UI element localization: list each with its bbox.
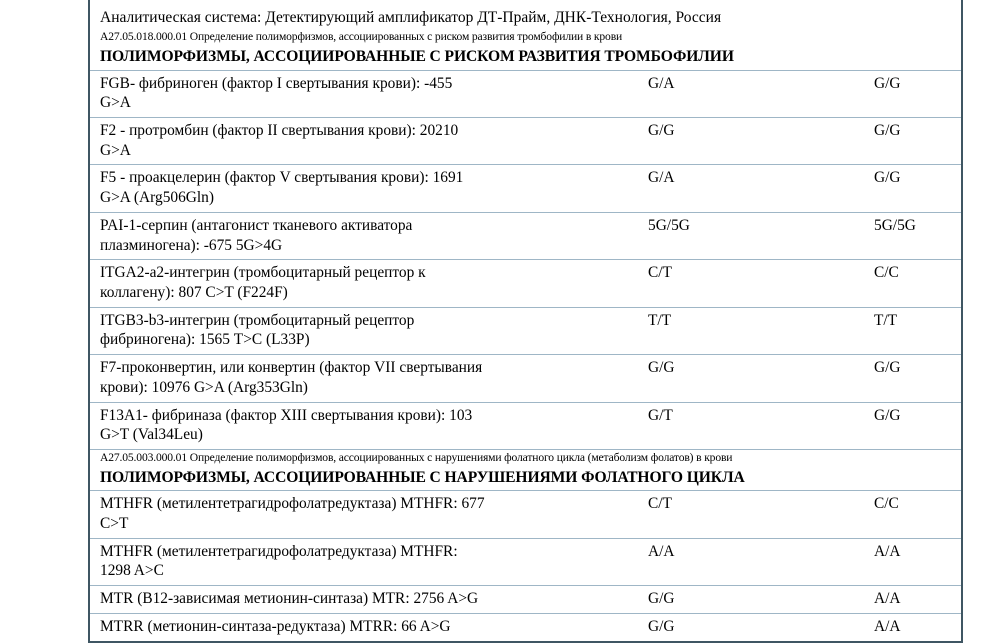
table-row <box>90 402 961 449</box>
section-title-folate: ПОЛИМОРФИЗМЫ, АССОЦИИРОВАННЫЕ С НАРУШЕНИЯМИ ФОЛАТНОГО ЦИКЛА <box>100 468 745 486</box>
marker-reference: A/A <box>830 613 961 640</box>
marker-name-line2: G>A <box>100 141 131 159</box>
genetic-results-table <box>88 0 963 643</box>
marker-reference: C/C <box>830 491 961 538</box>
table-row <box>90 165 961 212</box>
marker-name-line2: G>A <box>100 94 131 112</box>
marker-name <box>90 70 580 117</box>
marker-name-line1: F5 - проакцелерин (фактор V свертывания крови): 1691 <box>100 169 464 187</box>
marker-result: G/G <box>580 613 830 640</box>
section-code-thrombophilia: А27.05.018.000.01 Определение полиморфизмов, ассоциированных с риском развития тромбофилии в крови <box>100 30 623 44</box>
marker-name-line2: плазминогена): -675 5G>4G <box>100 236 283 254</box>
marker-name: MTRR (метионин-синтаза-редуктаза) MTRR: 66 A>G <box>90 613 580 640</box>
table-row <box>90 70 961 117</box>
marker-result: G/G <box>580 118 830 165</box>
marker-result: G/T <box>580 402 830 449</box>
section-code-folate: А27.05.003.000.01 Определение полиморфизмов, ассоциированных с нарушениями фолатного цикла (метаболизм фолатов) в крови <box>90 450 961 468</box>
marker-name-line2: фибриногена): 1565 T>C (L33P) <box>100 331 310 349</box>
results-table-body <box>90 0 961 641</box>
marker-name <box>90 260 580 307</box>
marker-name <box>90 212 580 259</box>
marker-name-line1: MTHFR (метилентетрагидрофолатредуктаза) MTHFR: <box>100 542 458 560</box>
marker-name <box>90 307 580 354</box>
table-row <box>90 613 961 640</box>
marker-reference: A/A <box>830 586 961 614</box>
marker-reference: G/G <box>830 70 961 117</box>
marker-result: G/G <box>580 355 830 402</box>
table-row <box>90 260 961 307</box>
marker-name: MTR (B12-зависимая метионин-синтаза) MTR: 2756 A>G <box>90 586 580 614</box>
marker-reference: T/T <box>830 307 961 354</box>
marker-reference: G/G <box>830 355 961 402</box>
marker-name-line1: F13A1- фибриназа (фактор XIII свертывания крови): 103 <box>100 406 473 424</box>
marker-name-line1: F7-проконвертин, или конвертин (фактор VII свертывания <box>100 359 483 377</box>
marker-result: G/G <box>580 586 830 614</box>
marker-result: G/A <box>580 165 830 212</box>
marker-reference: G/G <box>830 165 961 212</box>
marker-name <box>90 538 580 585</box>
marker-name-line1: F2 - протромбин (фактор II свертывания крови): 20210 <box>100 122 459 139</box>
section-title-row-folate <box>90 468 961 491</box>
marker-name-line1: MTHFR (метилентетрагидрофолатредуктаза) MTHFR: 677 <box>100 495 485 513</box>
marker-reference: G/G <box>830 118 961 165</box>
table-row <box>90 355 961 402</box>
marker-name-line1: ITGB3-b3-интегрин (тромбоцитарный рецептор <box>100 311 415 329</box>
marker-name <box>90 118 580 165</box>
marker-name-line2: G>A (Arg506Gln) <box>100 189 214 207</box>
marker-result: C/T <box>580 491 830 538</box>
marker-result: G/A <box>580 70 830 117</box>
marker-name-line1: FGB- фибриноген (фактор I свертывания крови): -455 <box>100 74 453 92</box>
marker-result: 5G/5G <box>580 212 830 259</box>
analytic-system-text: Аналитическая система: Детектирующий амплификатор ДТ-Прайм, ДНК-Технология, Россия <box>100 9 722 26</box>
marker-reference: C/C <box>830 260 961 307</box>
marker-name-line1: ITGA2-a2-интегрин (тромбоцитарный рецептор к <box>100 264 426 282</box>
marker-name-line1: PAI-1-серпин (антагонист тканевого активатора <box>100 216 413 234</box>
marker-result: T/T <box>580 307 830 354</box>
table-row <box>90 538 961 585</box>
marker-reference: A/A <box>830 538 961 585</box>
marker-reference: G/G <box>830 402 961 449</box>
table-row <box>90 212 961 259</box>
analytic-system-row <box>90 0 961 29</box>
marker-name <box>90 165 580 212</box>
table-row <box>90 586 961 614</box>
section-code-row-thrombophilia <box>90 29 961 46</box>
marker-name <box>90 402 580 449</box>
section-title-thrombophilia: ПОЛИМОРФИЗМЫ, АССОЦИИРОВАННЫЕ С РИСКОМ РАЗВИТИЯ ТРОМБОФИЛИИ <box>100 47 734 65</box>
results-table-grid <box>90 0 961 641</box>
marker-name-line2: 1298 A>C <box>100 562 164 580</box>
marker-reference: 5G/5G <box>830 212 961 259</box>
marker-result: C/T <box>580 260 830 307</box>
table-row <box>90 307 961 354</box>
marker-name-line2: коллагену): 807 C>T (F224F) <box>100 284 288 302</box>
section-code-row-folate <box>90 450 961 468</box>
marker-name-line2: крови): 10976 G>A (Arg353Gln) <box>100 378 308 396</box>
marker-name <box>90 491 580 538</box>
table-row <box>90 491 961 538</box>
section-title-row-thrombophilia <box>90 47 961 70</box>
marker-result: A/A <box>580 538 830 585</box>
marker-name-line2: G>T (Val34Leu) <box>100 426 203 444</box>
marker-name <box>90 355 580 402</box>
table-row <box>90 118 961 165</box>
marker-name-line2: C>T <box>100 514 129 532</box>
